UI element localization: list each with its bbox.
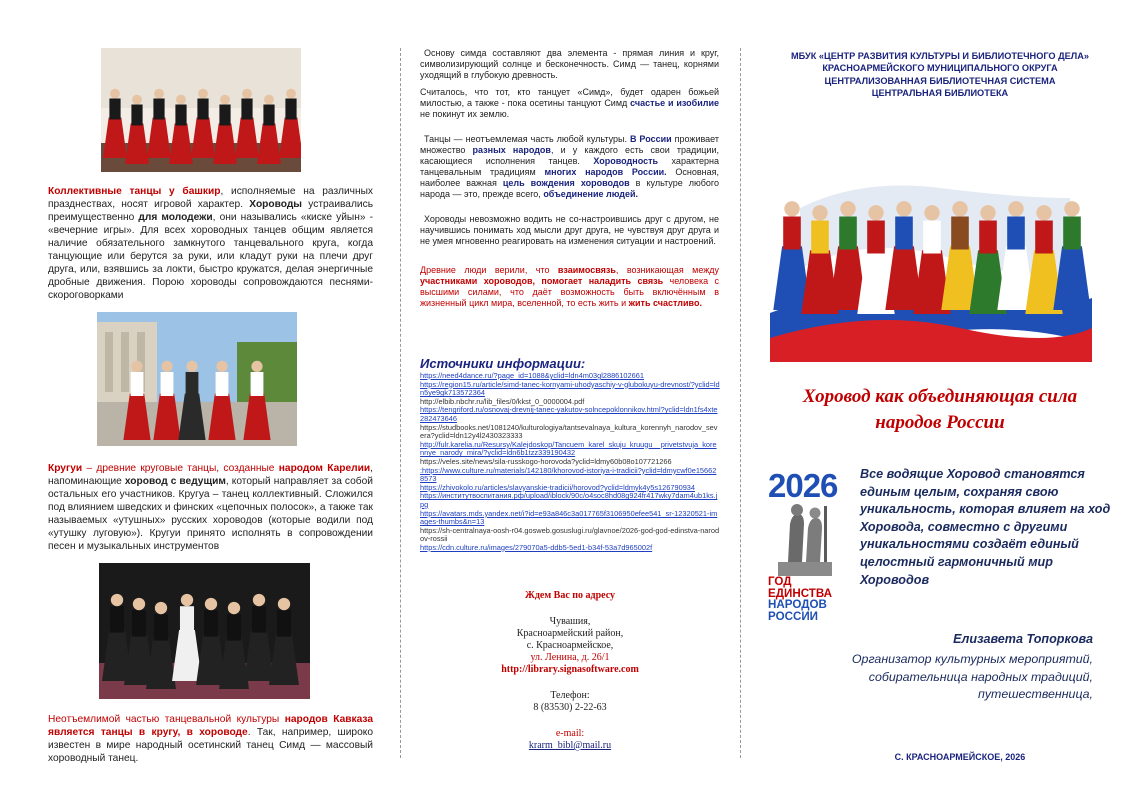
panel-left (0, 0, 400, 806)
simd-text: Основу симда составляют два элемента - прямая линия и круг, символизирующий солнце и бесконечность. Симд — танец, корнями уходящий в глубокую древность. Считалось, что тот, кто танцует «Симд», будет одарен божьей милостью, а также - пока осетины танцуют Симд счастье и изобилие не покинут их землю. Танцы — неотъемлемая часть любой культуры. В России проживает множество разных народов, и у каждого есть свои традиции, касающиеся исполнения танцев. Хороводность характерна танцевальным традициям многих народов России. Основная, наиболее важная цель вождения хороводов в культуре любого народа — это, прежде всего, объединение людей. Хороводы невозможно водить не со-настроившись друг с другом, не научившись понимать ход мысли друг друга, не чувствуя друг друга и не умея мгновенно реагировать на изменения ситуации и настроений. Древние люди верили, что взаимосвязь, возникающая между участниками хороводов, помогает наладить связь человека с высшими силами, что даёт возможность быть включённым в жизненный цикл мира, вселенной, то есть жить и жить счастливо. (420, 48, 719, 308)
bashkir-lead: Коллективные танцы у башкир (48, 186, 221, 197)
source-link[interactable]: https://cdn.culture.ru/images/279070a5-ddb5-5ed1-b34f-53a7d965002f (420, 542, 653, 552)
bashkir-dancers-photo (101, 48, 301, 172)
source-link[interactable]: https://veles.site/news/sila-russkogo-horovoda?yclid=ldmy60b08o107721266 (420, 456, 672, 466)
source-link[interactable]: https://region15.ru/article/simd-tanec-kornyami-uhodyaschiy-v-glubokuyu-drevnost/?yclid=ldn5ye9gk713572364 (420, 379, 720, 398)
footer-place-year: С. КРАСНОАРМЕЙСКОЕ, 2026 (894, 752, 1026, 762)
author-role: Организатор культурных мероприятий, собирательница народных традиций, путешественница, (851, 652, 1093, 702)
panel-middle (400, 0, 740, 806)
source-link[interactable]: https://zhivokolo.ru/articles/slavyanskie-tradicii/horovod?yclid=ldmyk4y5s126790934 (420, 482, 696, 492)
source-link[interactable]: http://elbib.nbchr.ru/lib_files/0/kkst_0_0000004.pdf (420, 396, 585, 406)
karelia-lead: Кругуи (48, 463, 83, 474)
source-link[interactable]: https://tengriford.ru/osnovaj-drevnij-tanec-yakutov-solncepoklonnikov.html?yclid=ldn1fs4xte282473646 (420, 405, 718, 423)
monument-icon (772, 502, 838, 576)
logo-year: 2026 (768, 467, 838, 504)
source-link[interactable]: https://avatars.mds.yandex.net/i?id=e93a846c3a017765f3106950efee541_sr-12320521-images-thumbs&n=13 (420, 508, 718, 527)
address-title: Ждем Вас по адресу (524, 590, 616, 601)
caucasus-paragraph: Неотъемлимой частью танцевальной культуры народов Кавказа является танцы в кругу, в хороводе. Так, например, широко известен в мире народный осетинский танец Симд — массовый хороводный танец. (48, 714, 373, 764)
email-link[interactable]: krarm_bibl@mail.ru (528, 740, 612, 751)
brochure-title: Хоровод как объединяющая сила народов России (802, 386, 1078, 433)
quote-text: Все водящие Хоровод становятся единым целым, сохраняя свою уникальность, которая влияет на ход Хоровода, совместно с другими уникальностями создаёт единый целостный гармоничный мир Хороводов (860, 467, 1111, 587)
website-link[interactable]: http://library.signasoftware.com (501, 664, 639, 675)
source-link[interactable]: https://sh-centralnaya-oosh-r04.gosweb.gosuslugi.ru/glavnoe/2026-god-god-edinstva-narodov-rossii (420, 525, 720, 544)
karelia-paragraph: Кругуи – древние круговые танцы, созданные народом Карелии, напоминающие хоровод с ведущим, который направляет за собой остальных его участников. Кругуа – танец коллективный. Сложился под влиянием шведских и финских «цепочных полосок», а также так называемых «утушных» русских хороводов (которые водили под «утушку луговую»). Кругуи принято исполнять в сопровождении песен и музыкальных инструментов (48, 463, 373, 552)
source-link[interactable]: :https://www.culture.ru/materials/142180/khorovod-istoriya-i-tradicii?yclid=ldmycwf0e156628573 (420, 465, 717, 484)
source-link[interactable]: https://институтвоспитания.рф/upload/iblock/90c/o4soc8hd08g924fr417wky7dam4ub1ks.jpg (420, 491, 718, 509)
org-header: МБУК «ЦЕНТР РАЗВИТИЯ КУЛЬТУРЫ И БИБЛИОТЕЧНОГО ДЕЛА» КРАСНОАРМЕЙСКОГО МУНИЦИПАЛЬНОГО ОКРУГА ЦЕНТРАЛИЗОВАННАЯ БИБЛИОТЕЧНАЯ СИСТЕМА ЦЕНТРАЛЬНАЯ БИБЛИОТЕКА (791, 51, 1089, 99)
sources-list (420, 372, 720, 552)
panel-right (740, 0, 1140, 806)
source-link[interactable]: http://fulr.karelia.ru/Resursy/Kalejdoskop/Tancuem_karel_skuju_kruugu__privetstvuja_korennye_narody_mira/?yclid=ldn6b1tzz339190432 (420, 439, 717, 458)
source-link[interactable]: https://studbooks.net/1081240/kulturologiya/tantsevalnaya_kultura_korennyh_narodov_severa?yclid=ldn12y4l2430323333 (420, 422, 718, 441)
year-of-unity-logo: 2026 ГОД ЕДИНСТВА НАРОДОВ РОССИИ (768, 467, 838, 623)
peoples-of-russia-illustration (770, 168, 1092, 362)
author-name: Елизавета Топоркова (953, 632, 1093, 646)
sources-title: Источники информации: (420, 356, 586, 371)
karelian-dancers-photo (97, 312, 297, 446)
source-link[interactable]: https://need4dance.ru/?page_id=1088&yclid=ldn4m03gl2886102661 (420, 371, 644, 380)
contact-block: Ждем Вас по адресу Чувашия, Красноармейский район, с. Красноармейское, ул. Ленина, д. 26/1 http://library.signasoftware.com Телефон: 8 (83530) 2-22-63 e-mail: krarm_bibl@mail.ru (420, 590, 720, 752)
bashkir-paragraph: Коллективные танцы у башкир, исполняемые на различных празднествах, носят игровой характер. Хороводы устраивались преимущественно для молодежи, они назывались «киске уйын» - «вечерние игры». Для всех хороводных танцев общим является наличие обязательного замкнутого танцевального круга, когда танцующие или берутся за руки, или кладут руки на плечи друг друга, или, взявшись за локти, быстро кружатся, делая энергичные дробные движения. Порою хороводы сопровождаются песнями-скороговорками (48, 186, 374, 301)
caucasus-dancers-photo (99, 563, 310, 699)
